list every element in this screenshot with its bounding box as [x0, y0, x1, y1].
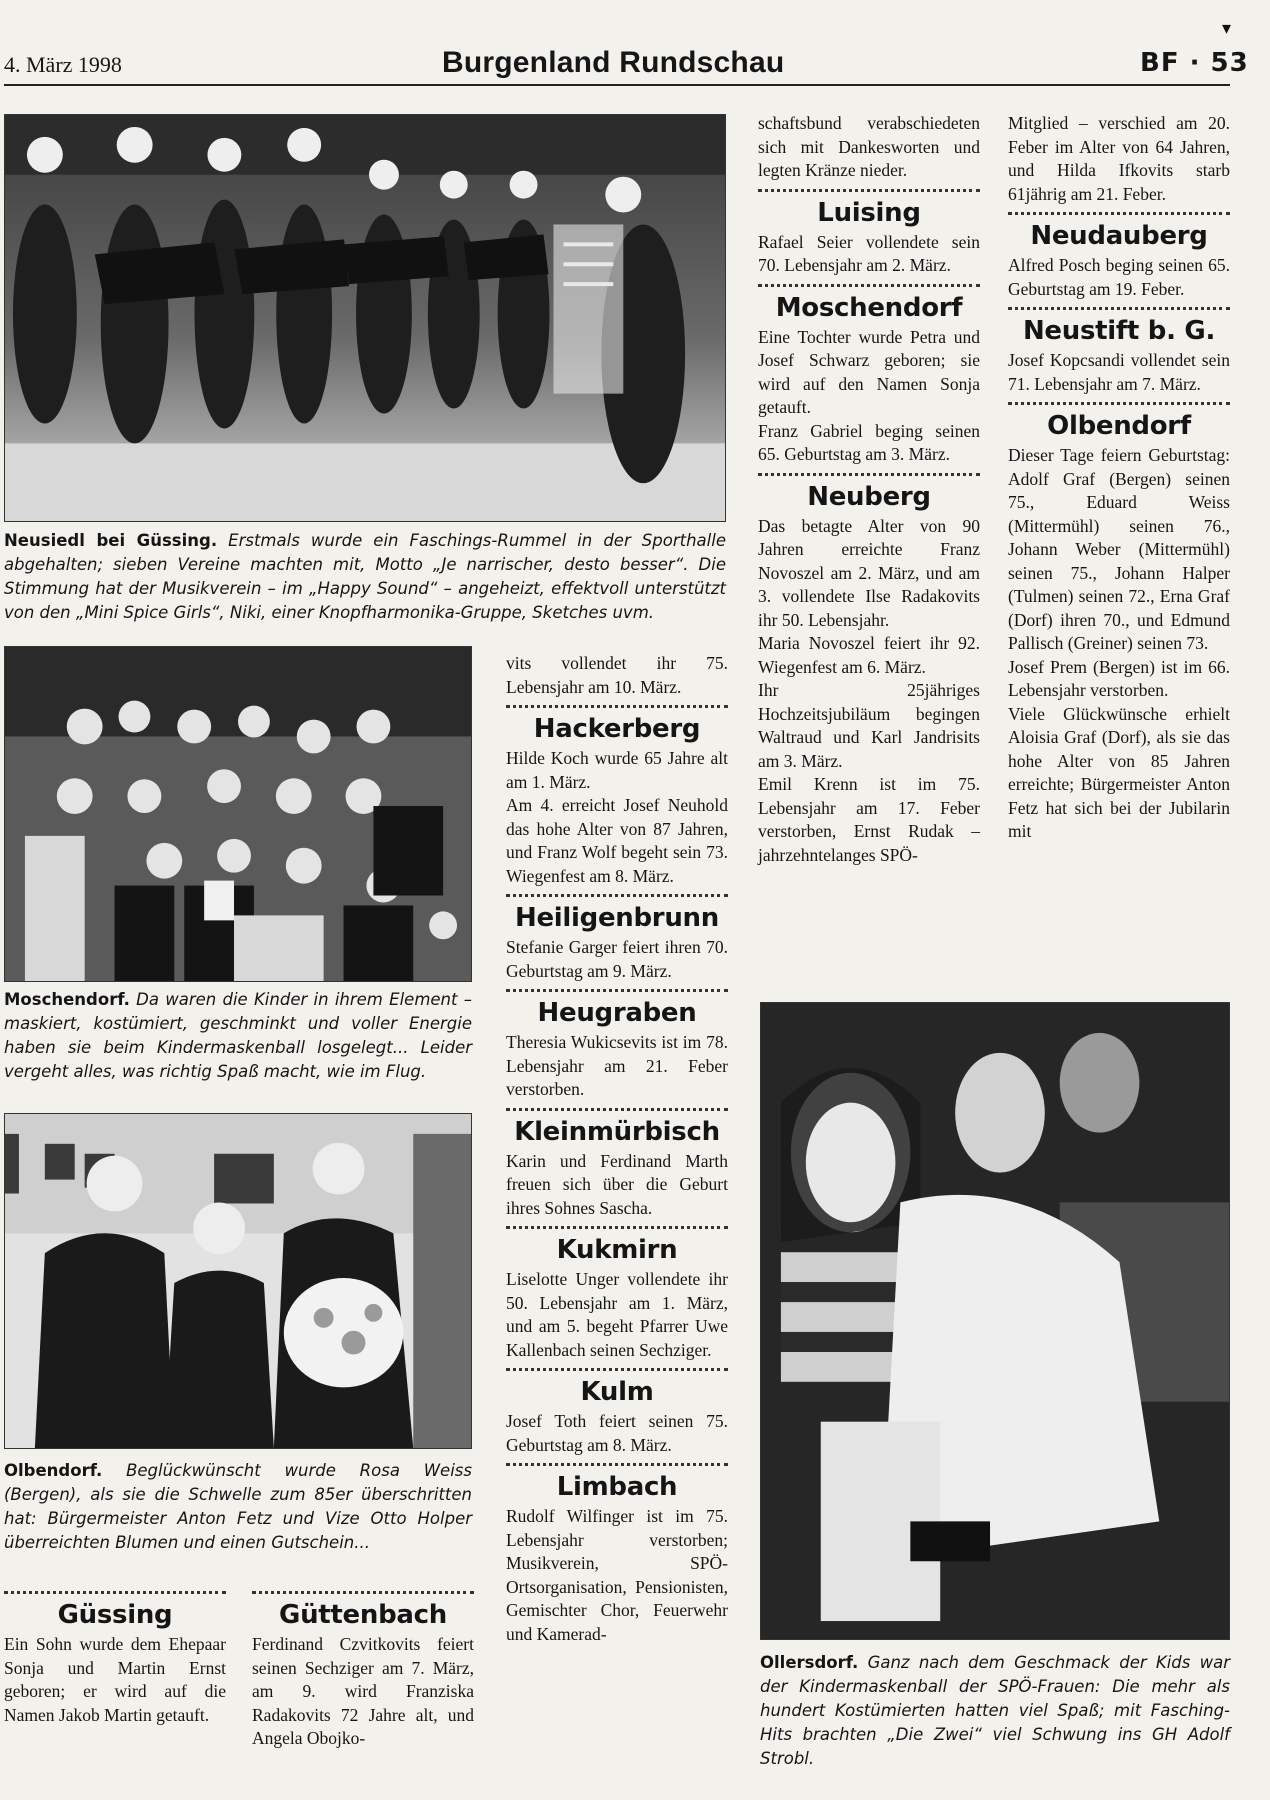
- section-heading: Luising: [817, 197, 921, 228]
- photo-ollersdorf-girls: [760, 1002, 1230, 1640]
- section-heading: Kukmirn: [556, 1235, 678, 1265]
- dotted-separator: [4, 1591, 226, 1594]
- photo-olbendorf-congratulation: [4, 1113, 472, 1449]
- section-heading: Heiligenbrunn: [515, 903, 719, 933]
- section-heading: Neudauberg: [1030, 221, 1208, 251]
- section-heading: Neustift b. G.: [1022, 316, 1216, 346]
- section-text: Karin und Ferdinand Marth freuen sich über die Geburt ihres Sohnes Sascha.: [506, 1150, 728, 1218]
- photo-band-on-stage: [4, 114, 726, 522]
- column-guessing: [4, 1585, 226, 1727]
- dotted-separator: [1008, 402, 1230, 405]
- continued-text: vits vollendet ihr 75. Lebensjahr am 10. März.: [506, 653, 728, 697]
- section-heading: Heugraben: [537, 998, 697, 1028]
- dotted-separator: [506, 989, 728, 992]
- issue-date: 4. März 1998: [4, 52, 122, 77]
- section-text: Alfred Posch beging seinen 65. Geburtstag am 19. Feber.: [1008, 255, 1230, 299]
- dotted-separator: [506, 1108, 728, 1111]
- dotted-separator: [758, 473, 980, 476]
- caption-text: Ganz nach dem Geschmack der Kids war der Kindermaskenball der SPÖ-Frauen: Die mehr als hundert Kostümierten hatten viel Spaß; mit Fasching-Hits brachten „Die Zwei“ viel Schwung ins GH Adolf Strobl.: [760, 1653, 1230, 1768]
- section-heading: Olbendorf: [1047, 411, 1191, 441]
- section-text: Am 4. erreicht Josef Neuhold das hohe Alter von 87 Jahren, und Franz Wolf begeht sein 73. Wiegenfest am 8. März.: [506, 795, 728, 886]
- section-text: Dieser Tage feiern Geburtstag: Adolf Graf (Bergen) seinen 75., Eduard Weiss (Mittermühl) seinen 76., Johann Weber (Mittermühl) seinen 75., Johann Halper (Tulmen) seinen 72., Erna Graf (Dorf) ihren 70., und Edmund Pallisch (Greiner) seinen 73.: [1008, 445, 1230, 653]
- section-text: Ferdinand Czvitkovits feiert seinen Sechziger am 7. März, am 9. wird Franziska Radakovits 72 Jahre alt, und Angela Obojko-: [252, 1634, 474, 1748]
- dotted-separator: [506, 894, 728, 897]
- caption-ollersdorf: [760, 1651, 1230, 1771]
- section-text: Josef Kopcsandi vollendet sein 71. Lebensjahr am 7. März.: [1008, 350, 1230, 394]
- caption-text: Beglückwünscht wurde Rosa Weiss (Bergen), als sie die Schwelle zum 85er überschritten hat: Bürgermeister Anton Fetz und Vize Otto Holper überreichten Blumen und einen Gutschein...: [4, 1461, 472, 1552]
- dotted-separator: [758, 189, 980, 192]
- section-text: Rudolf Wilfinger ist im 75. Lebensjahr verstorben; Musikverein, SPÖ-Ortsorganisation, Pensionisten, Gemischter Chor, Feuerwehr und Kamerad-: [506, 1506, 728, 1644]
- caption-place: Moschendorf.: [4, 990, 130, 1009]
- section-text: Ein Sohn wurde dem Ehepaar Sonja und Martin Ernst geboren; er wird auf die Namen Jakob Martin getauft.: [4, 1634, 226, 1725]
- continued-text: schaftsbund verabschiedeten sich mit Dankesworten und legten Kränze nieder.: [758, 113, 980, 180]
- dotted-separator: [506, 705, 728, 708]
- caption-olbendorf: [4, 1459, 472, 1555]
- column-5: [1008, 112, 1230, 844]
- section-heading: Limbach: [556, 1472, 678, 1502]
- caption-text: Erstmals wurde ein Faschings-Rummel in der Sporthalle abgehalten; sieben Vereine machten mit, Motto „Je narrischer, desto besser“. Die Stimmung hat der Musikverein – im „Happy Sound“ – angeheizt, effektvoll unterstützt von den „Mini Spice Girls“, Niki, einer Knopfharmonika-Gruppe, Sketches uvm.: [4, 531, 726, 622]
- section-text: Das betagte Alter von 90 Jahren erreichte Franz Novoszel am 2. März, und am 3. vollendete Ilse Radakovits ihr 50. Lebensjahr.: [758, 515, 980, 630]
- dotted-separator: [506, 1226, 728, 1229]
- section-text: Josef Toth feiert seinen 75. Geburtstag am 8. März.: [506, 1411, 728, 1455]
- section-text: Stefanie Garger feiert ihren 70. Geburtstag am 9. März.: [506, 937, 728, 981]
- newspaper-title: Burgenland Rundschau: [442, 46, 785, 79]
- scan-mark: ▾: [1222, 18, 1232, 39]
- section-heading: Güssing: [57, 1600, 173, 1630]
- section-heading: Kleinmürbisch: [514, 1116, 720, 1147]
- dotted-separator: [252, 1591, 474, 1594]
- section-heading: Güttenbach: [279, 1600, 447, 1630]
- section-heading: Neuberg: [807, 481, 931, 512]
- photo-children-costumes: [4, 646, 472, 982]
- section-text: Ihr 25jähriges Hochzeitsjubiläum begingen Waltraud und Karl Jandrisits am 3. März.: [758, 680, 980, 771]
- caption-text: Da waren die Kinder in ihrem Element – maskiert, kostümiert, geschminkt und voller Energie haben sie beim Kindermaskenball losgelegt... Leider vergeht alles, was richtig Spaß macht, wie im Flug.: [4, 990, 472, 1081]
- dotted-separator: [1008, 212, 1230, 215]
- section-text: Emil Krenn ist im 75. Lebensjahr am 17. Feber verstorben, Ernst Rudak – jahrzehntelanges SPÖ-: [758, 774, 980, 865]
- section-heading: Moschendorf: [775, 292, 963, 323]
- caption-place: Neusiedl bei Güssing.: [4, 531, 218, 550]
- section-text: Rafael Seier vollendete sein 70. Lebensjahr am 2. März.: [758, 231, 980, 275]
- continued-text: Mitglied – verschied am 20. Feber im Alter von 64 Jahren, und Hilda Ifkovits starb 61jährig am 21. Feber.: [1008, 113, 1230, 204]
- section-text: Maria Novoszel feiert ihr 92. Wiegenfest am 6. März.: [758, 633, 980, 677]
- section-text: Liselotte Unger vollendete ihr 50. Lebensjahr am 1. März, und am 5. begeht Pfarrer Uwe Kallenbach seinen Sechziger.: [506, 1269, 728, 1360]
- section-text: Viele Glückwünsche erhielt Aloisia Graf (Dorf), als sie das hohe Alter von 85 Jahren erreichte; Bürgermeister Anton Fetz hat sich bei der Jubilarin mit: [1008, 703, 1230, 841]
- section-text: Eine Tochter wurde Petra und Josef Schwarz geboren; sie wird auf den Namen Sonja getauft.: [758, 326, 980, 417]
- column-3: [506, 652, 728, 1646]
- section-text: Franz Gabriel beging seinen 65. Geburtstag am 3. März.: [758, 420, 980, 464]
- section-heading: Hackerberg: [533, 714, 701, 744]
- section-text: Josef Prem (Bergen) ist im 66. Lebensjahr verstorben.: [1008, 656, 1230, 700]
- caption-moschendorf: [4, 988, 472, 1084]
- column-guettenbach: [252, 1585, 474, 1751]
- caption-place: Olbendorf.: [4, 1461, 103, 1480]
- section-text: Theresia Wukicsevits ist im 78. Lebensjahr am 21. Feber verstorben.: [506, 1032, 728, 1099]
- page-number: BF · 53: [1140, 48, 1249, 78]
- section-heading: Kulm: [580, 1377, 654, 1407]
- section-text: Hilde Koch wurde 65 Jahre alt am 1. März.: [506, 748, 728, 792]
- caption-place: Ollersdorf.: [760, 1653, 859, 1672]
- dotted-separator: [1008, 307, 1230, 310]
- caption-neusiedl: [4, 529, 726, 625]
- dotted-separator: [506, 1368, 728, 1371]
- dotted-separator: [506, 1463, 728, 1466]
- header-rule: [4, 84, 1230, 86]
- dotted-separator: [758, 284, 980, 287]
- column-4: [758, 112, 980, 867]
